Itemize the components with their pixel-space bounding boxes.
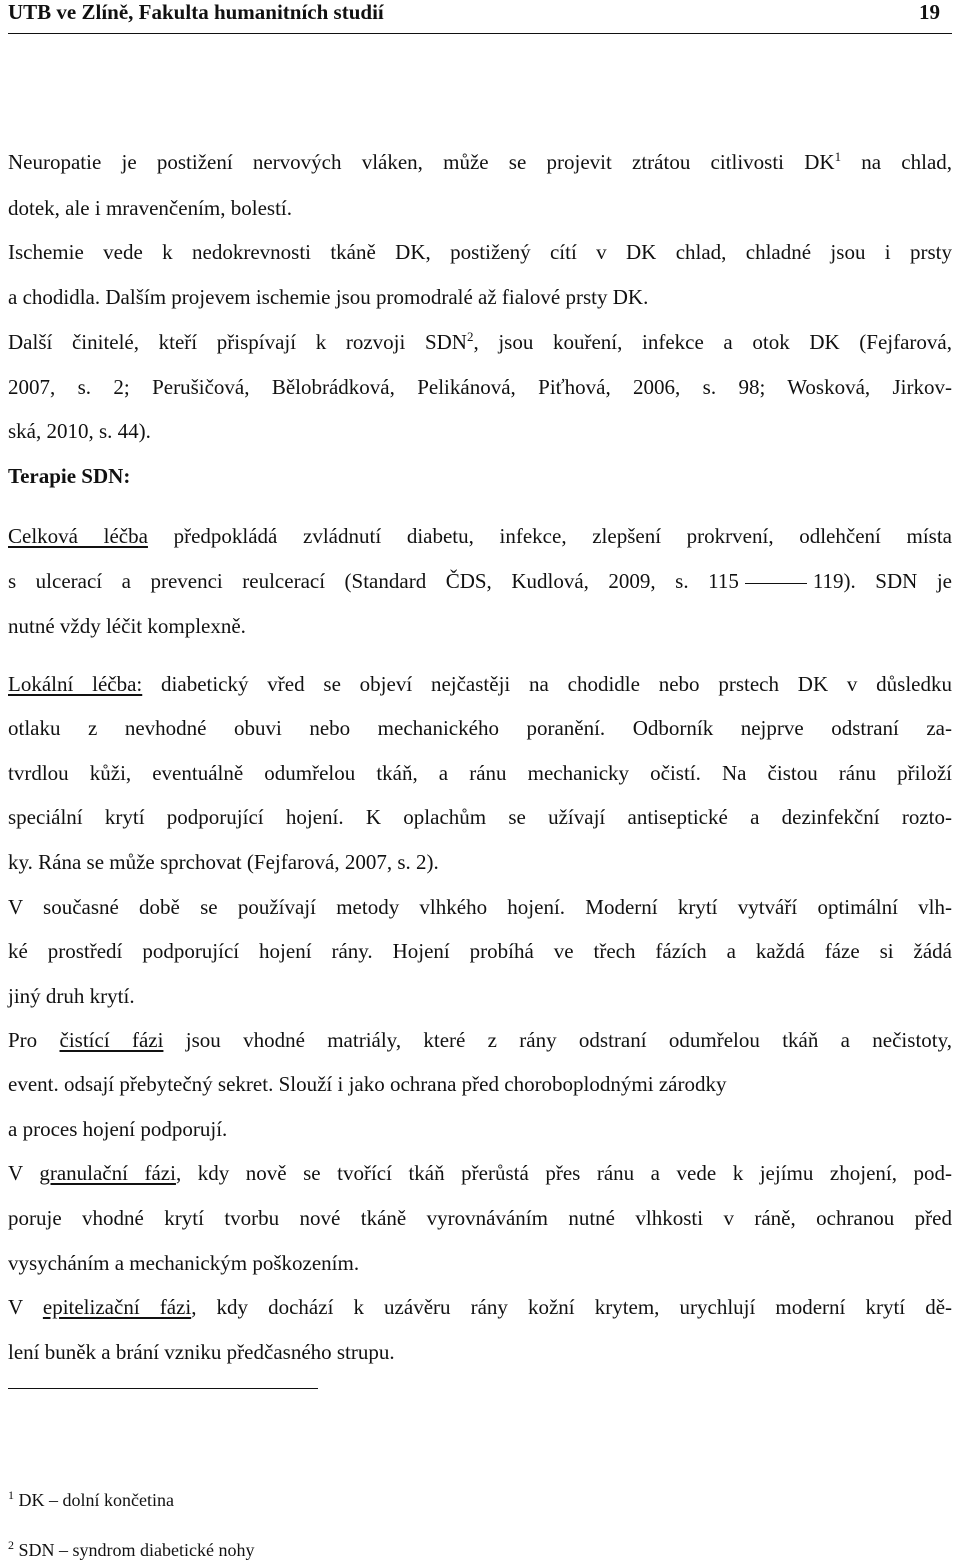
header-rule bbox=[8, 33, 952, 34]
text-line: V epitelizační fázi, kdy dochází k uzávěru rány kožní krytem, urychlují moderní krytí dě- bbox=[8, 1295, 953, 1319]
text-line: speciální krytí podporující hojení. K oplachům se užívají antiseptické a dezinfekční rozto- bbox=[8, 805, 952, 829]
text-line: a chodidla. Dalším projevem ischemie jsou promodralé až fialové prsty DK. bbox=[8, 285, 649, 309]
text-line: s ulcerací a prevenci reulcerací (Standard ČDS, Kudlová, 2009, s. 115 119). SDN je bbox=[8, 569, 952, 593]
header-title: UTB ve Zlíně, Fakulta humanitních studií bbox=[8, 0, 384, 24]
underlined-term: čistící fázi bbox=[59, 1028, 164, 1052]
text-line: vysycháním a mechanickým poškozením. bbox=[8, 1251, 360, 1275]
footnote-number: 1 bbox=[8, 1488, 14, 1502]
text-line: Pro čistící fázi jsou vhodné matriály, které z rány odstraní odumřelou tkáň a nečistoty, bbox=[8, 1028, 952, 1052]
text-line: ská, 2010, s. 44). bbox=[8, 419, 151, 443]
footnote-number: 2 bbox=[8, 1538, 14, 1552]
text-line: tvrdlou kůži, eventuálně odumřelou tkáň, a ránu mechanicky očistí. Na čistou ránu přiloží bbox=[8, 761, 952, 785]
text-line: Ischemie vede k nedokrevnosti tkáně DK, postižený cítí v DK chlad, chladné jsou i prsty bbox=[8, 240, 952, 264]
text-line: ky. Rána se může sprchovat (Fejfarová, 2007, s. 2). bbox=[8, 850, 439, 874]
text-line: Celková léčba předpokládá zvládnutí diabetu, infekce, zlepšení prokrvení, odlehčení místa bbox=[8, 524, 953, 548]
footnote-ref: 1 bbox=[834, 149, 842, 164]
text-line: Neuropatie je postižení nervových vláken, může se projevit ztrátou citlivosti $DK^1$ na chlad, bbox=[8, 149, 953, 174]
text-line: poruje vhodné krytí tvorbu nové tkáně vyrovnáváním nutné vlhkosti v ráně, ochranou před bbox=[8, 1206, 952, 1230]
text-line: event. odsají přebytečný sekret. Slouží i jako ochrana před choroboplodnými zárodky bbox=[8, 1072, 727, 1096]
underlined-term: Celková léčba bbox=[8, 524, 148, 548]
footnote-text: SDN – syndrom diabetické nohy bbox=[18, 1540, 255, 1560]
text-line: 2007, s. 2; Perušičová, Bělobrádková, Pelikánová, Piťhová, 2006, s. 98; Wosková, Jirkov- bbox=[8, 375, 952, 399]
text-line: V granulační fázi, kdy nově se tvořící tkáň přerůstá přes ránu a vede k jejímu zhojení, pod- bbox=[8, 1161, 952, 1185]
text-line: ké prostředí podporující hojení rány. Hojení probíhá ve třech fázích a každá fáze si žádá bbox=[8, 939, 952, 963]
text-line: dotek, ale i mravenčením, bolestí. bbox=[8, 196, 292, 220]
page-header bbox=[8, 0, 952, 30]
text-line: otlaku z nevhodné obuvi nebo mechanického poranění. Odborník nejprve odstraní za- bbox=[8, 716, 952, 740]
text-line: lení buněk a brání vzniku předčasného strupu. bbox=[8, 1340, 395, 1364]
text-line: a proces hojení podporují. bbox=[8, 1117, 228, 1141]
footnote bbox=[8, 1490, 174, 1511]
text-line: V současné době se používají metody vlhkého hojení. Moderní krytí vytváří optimální vlh- bbox=[8, 895, 952, 919]
underlined-term: granulační fázi bbox=[39, 1161, 176, 1185]
footnote-separator bbox=[8, 1388, 318, 1389]
text-line: Lokální léčba: diabetický vřed se objeví nejčastěji na chodidle nebo prstech DK v důsledku bbox=[8, 672, 953, 696]
page-number: 19 bbox=[919, 0, 940, 24]
underlined-term: epitelizační fázi bbox=[42, 1295, 192, 1319]
underlined-term: Lokální léčba: bbox=[8, 672, 143, 696]
text-line: nutné vždy léčit komplexně. bbox=[8, 614, 246, 638]
section-heading: Terapie SDN: bbox=[8, 464, 131, 488]
text-line: jiný druh krytí. bbox=[8, 984, 135, 1008]
text-line: Další činitelé, kteří přispívají k rozvoji SDN$^2$, jsou kouření, infekce a otok DK (Fejfarová, bbox=[8, 329, 952, 354]
footnote bbox=[8, 1540, 254, 1561]
footnote-ref: 2 bbox=[466, 329, 474, 344]
footnote-text: DK – dolní končetina bbox=[18, 1490, 174, 1510]
range-dash bbox=[745, 583, 807, 584]
